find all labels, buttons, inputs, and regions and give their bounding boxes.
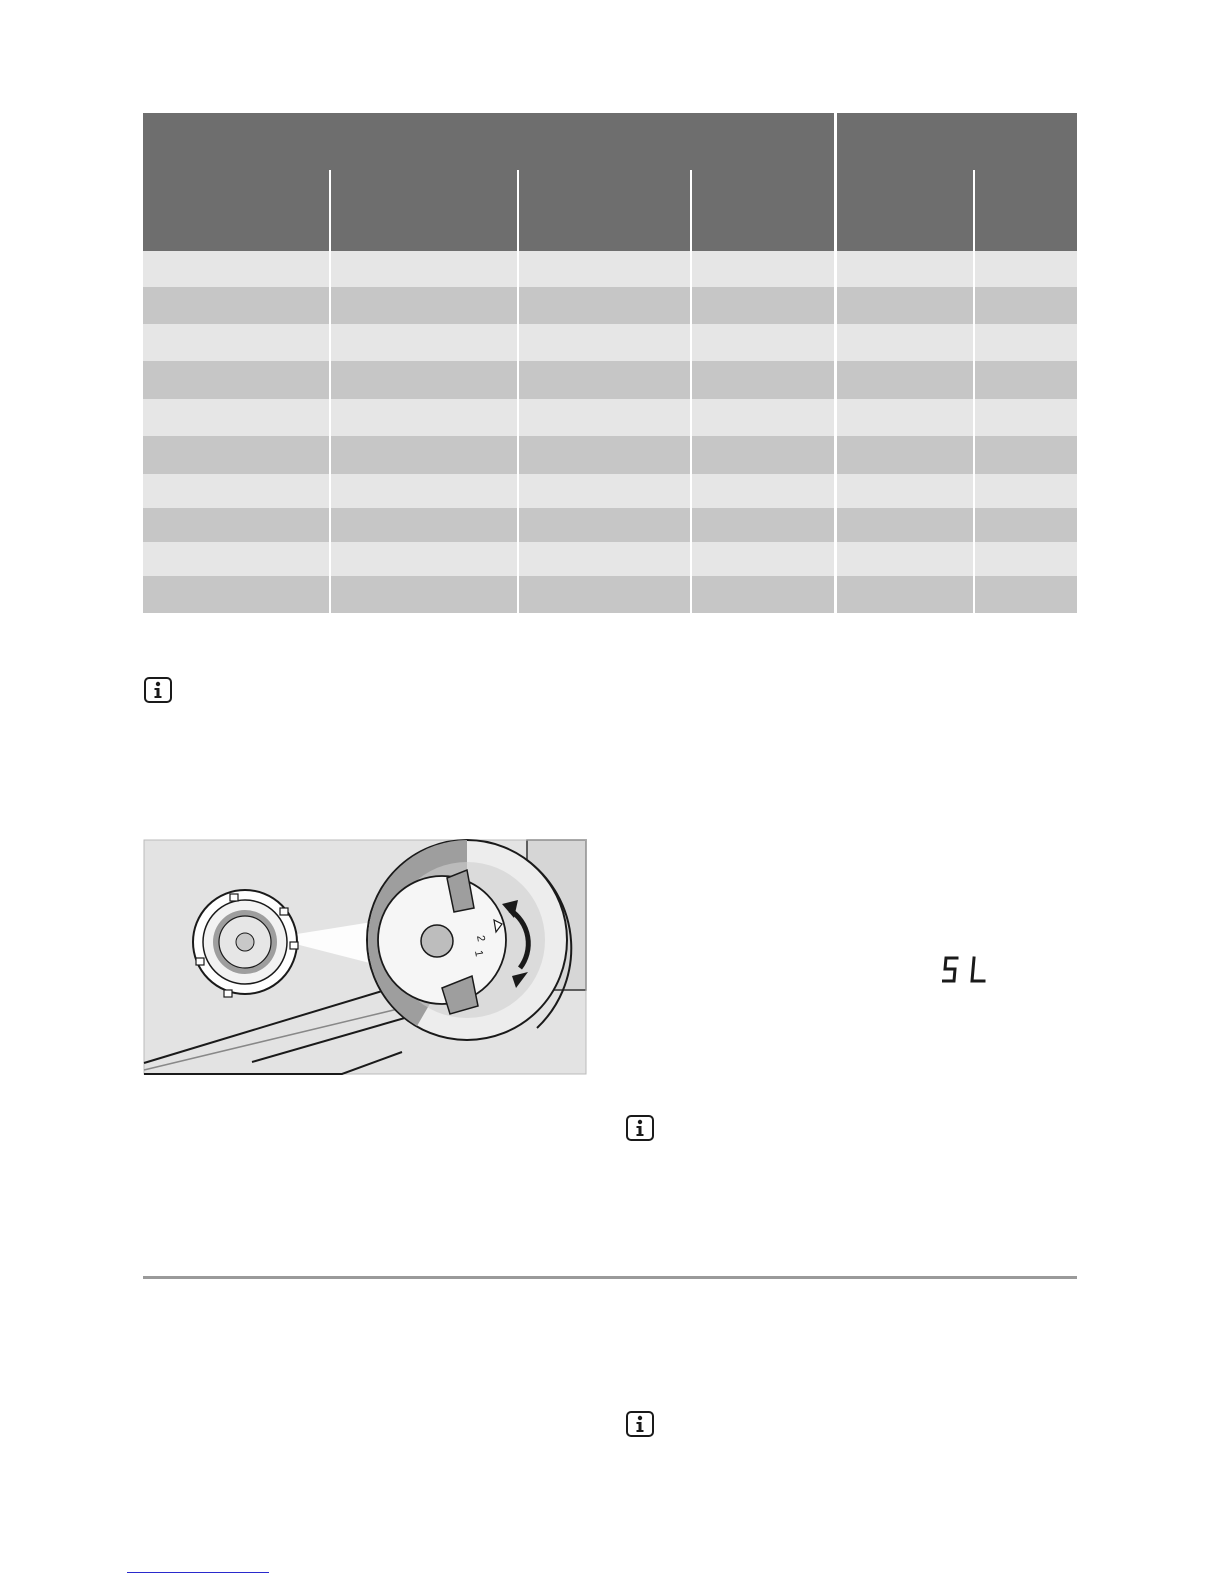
table-cell (143, 399, 329, 436)
table-cell (837, 576, 973, 613)
table-row (143, 576, 1077, 613)
table-cell (143, 251, 329, 287)
table-cell (143, 436, 329, 474)
table-header (143, 113, 1077, 251)
header-divider (690, 170, 692, 251)
table-cell (692, 542, 834, 576)
table-cell (837, 361, 973, 399)
table-cell (143, 287, 329, 324)
table-cell (692, 474, 834, 508)
header-divider (973, 170, 975, 251)
info-icon (626, 1115, 654, 1141)
dial-label: 1 (472, 949, 485, 958)
table-cell (837, 508, 973, 542)
table-cell (331, 576, 517, 613)
water-softener-dial-illustration (142, 838, 588, 1076)
table-cell (519, 576, 690, 613)
header-group-divider (834, 113, 837, 251)
table-cell (143, 508, 329, 542)
table-cell (692, 324, 834, 361)
table-cell (975, 436, 1077, 474)
footer-link[interactable] (127, 1572, 269, 1573)
table-cell (143, 361, 329, 399)
table-cell (143, 542, 329, 576)
table-cell (519, 508, 690, 542)
table-cell (331, 287, 517, 324)
table-row (143, 361, 1077, 399)
table-cell (692, 361, 834, 399)
table-cell (519, 436, 690, 474)
table-cell (975, 576, 1077, 613)
table-cell (331, 324, 517, 361)
table-cell (692, 399, 834, 436)
table-cell (143, 324, 329, 361)
table-cell (692, 251, 834, 287)
table-cell (837, 436, 973, 474)
table-cell (519, 324, 690, 361)
table-cell (837, 324, 973, 361)
info-icon (626, 1411, 654, 1437)
table-cell (975, 361, 1077, 399)
table-row (143, 474, 1077, 508)
table-cell (331, 474, 517, 508)
table-cell (975, 508, 1077, 542)
table-cell (837, 287, 973, 324)
table-cell (143, 576, 329, 613)
table-cell (975, 542, 1077, 576)
display-code-sl (942, 955, 990, 990)
table-row (143, 324, 1077, 361)
table-cell (837, 474, 973, 508)
table-cell (519, 474, 690, 508)
table-cell (331, 542, 517, 576)
table-row (143, 542, 1077, 576)
table-cell (519, 251, 690, 287)
table-cell (837, 251, 973, 287)
table-row (143, 287, 1077, 324)
header-divider (517, 170, 519, 251)
table-cell (519, 361, 690, 399)
table-cell (975, 399, 1077, 436)
table-cell (519, 399, 690, 436)
table-row (143, 399, 1077, 436)
header-divider (329, 170, 331, 251)
table-row (143, 251, 1077, 287)
table-cell (331, 361, 517, 399)
table-cell (692, 576, 834, 613)
info-icon (144, 677, 172, 703)
table-cell (519, 542, 690, 576)
table-cell (692, 287, 834, 324)
table-cell (975, 251, 1077, 287)
table-cell (331, 436, 517, 474)
table-cell (837, 399, 973, 436)
table-cell (692, 508, 834, 542)
table-cell (331, 508, 517, 542)
table-cell (837, 542, 973, 576)
table-cell (331, 399, 517, 436)
table-cell (331, 251, 517, 287)
section-divider (143, 1276, 1077, 1279)
table-row (143, 508, 1077, 542)
table-cell (975, 324, 1077, 361)
table-cell (692, 436, 834, 474)
table-cell (975, 287, 1077, 324)
table-cell (519, 287, 690, 324)
table-cell (143, 474, 329, 508)
table-row (143, 436, 1077, 474)
dial-label: 2 (474, 934, 487, 943)
settings-table (143, 113, 1077, 619)
table-cell (975, 474, 1077, 508)
